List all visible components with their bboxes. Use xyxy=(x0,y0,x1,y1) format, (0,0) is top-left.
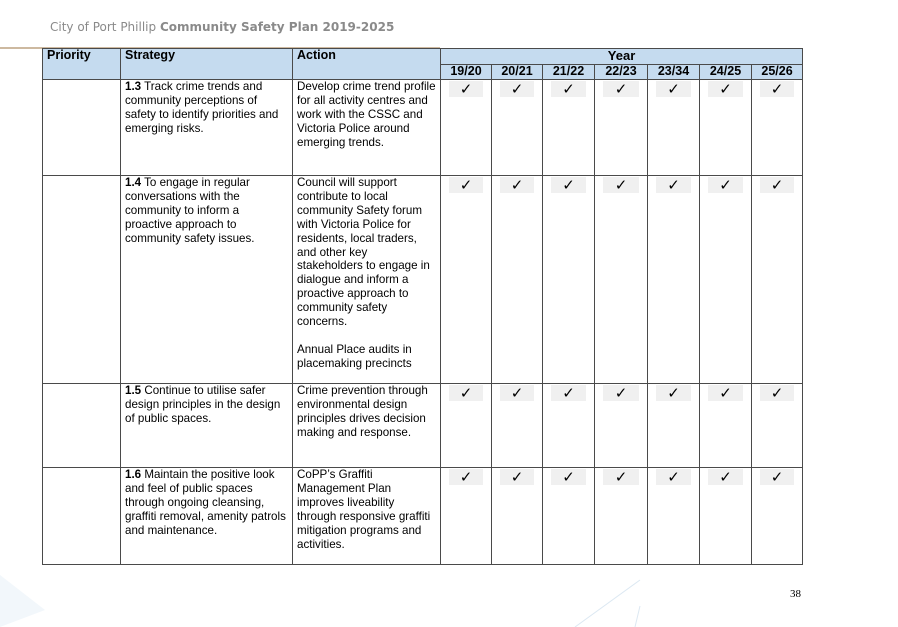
year-column-header: 20/21 xyxy=(492,65,543,80)
tick-icon: ✓ xyxy=(708,177,743,193)
tick-icon: ✓ xyxy=(708,385,743,401)
strategy-text: Track crime trends and community perceptions of safety to identify priorities and emerging risks. xyxy=(125,80,279,135)
strategy-column-header: Strategy xyxy=(121,49,293,80)
tick-icon: ✓ xyxy=(708,81,743,97)
strategy-text: Continue to utilise safer design principles in the design of public spaces. xyxy=(125,384,281,425)
strategy-text: Maintain the positive look and feel of public spaces through ongoing cleansing, graffiti removal, amenity patrols and maintenance. xyxy=(125,468,286,537)
tick-icon: ✓ xyxy=(603,385,639,401)
year-group-header: Year xyxy=(441,49,803,65)
tick-icon: ✓ xyxy=(603,177,639,193)
tick-icon: ✓ xyxy=(603,469,639,485)
tick-icon: ✓ xyxy=(551,469,586,485)
action-text: Council will support contribute to local community Safety forum with Victoria Police for residents, local traders, and other key stakeholders to engage in dialogue and inform a proactive approach to community safety concerns. xyxy=(297,176,430,329)
strategy-number: 1.5 xyxy=(125,384,142,397)
strategy-text: To engage in regular conversations with the community to inform a proactive approach to community safety issues. xyxy=(125,176,255,245)
tick-icon: ✓ xyxy=(760,177,794,193)
action-column-header: Action xyxy=(293,49,441,80)
year-column-header: 21/22 xyxy=(543,65,595,80)
tick-icon: ✓ xyxy=(760,385,794,401)
year-column-header: 22/23 xyxy=(595,65,648,80)
tick-icon: ✓ xyxy=(449,385,483,401)
action-text: Crime prevention through environmental design principles drives decision making and response. xyxy=(297,384,428,439)
header-org: City of Port Phillip xyxy=(50,20,157,34)
year-column-header: 24/25 xyxy=(700,65,752,80)
tick-icon: ✓ xyxy=(449,81,483,97)
tick-icon: ✓ xyxy=(603,81,639,97)
tick-icon: ✓ xyxy=(449,469,483,485)
tick-icon: ✓ xyxy=(708,469,743,485)
tick-icon: ✓ xyxy=(656,177,691,193)
action-text: CoPP’s Graffiti Management Plan improves liveability through responsive graffiti mitigation programs and activities. xyxy=(297,468,431,551)
tick-icon: ✓ xyxy=(656,81,691,97)
tick-icon: ✓ xyxy=(551,177,586,193)
tick-icon: ✓ xyxy=(500,469,534,485)
tick-icon: ✓ xyxy=(656,385,691,401)
year-column-header: 25/26 xyxy=(752,65,803,80)
tick-icon: ✓ xyxy=(551,385,586,401)
year-column-header: 19/20 xyxy=(441,65,492,80)
tick-icon: ✓ xyxy=(551,81,586,97)
page-number: 38 xyxy=(790,588,801,600)
strategy-number: 1.6 xyxy=(125,468,142,481)
tick-icon: ✓ xyxy=(656,469,691,485)
tick-icon: ✓ xyxy=(449,177,483,193)
tick-icon: ✓ xyxy=(760,469,794,485)
priority-column-header: Priority xyxy=(43,49,121,80)
header-title: Community Safety Plan 2019-2025 xyxy=(159,20,395,34)
tick-icon: ✓ xyxy=(500,81,534,97)
tick-icon: ✓ xyxy=(760,81,794,97)
action-text-extra: Annual Place audits in placemaking precincts xyxy=(297,342,412,370)
strategy-number: 1.3 xyxy=(125,80,142,93)
year-column-header: 23/34 xyxy=(648,65,700,80)
tick-icon: ✓ xyxy=(500,385,534,401)
strategy-number: 1.4 xyxy=(125,176,142,189)
tick-icon: ✓ xyxy=(500,177,534,193)
action-text: Develop crime trend profile for all activity centres and work with the CSSC and Victoria Police around emerging trends. xyxy=(297,80,436,149)
